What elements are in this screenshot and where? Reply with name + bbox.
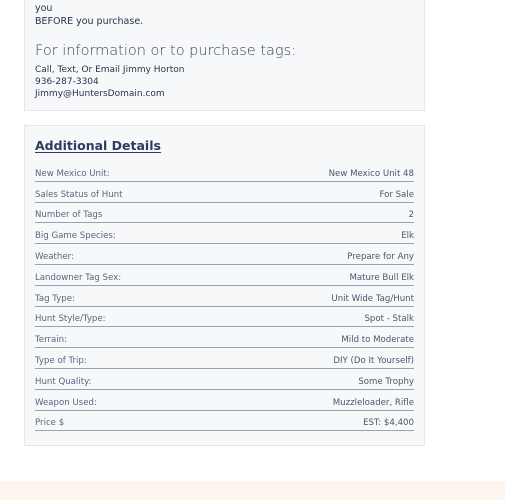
additional-details-card [24,125,425,446]
purchase-info-card [24,0,425,111]
detail-row [35,411,414,432]
contact-email[interactable]: Jimmy@HuntersDomain.com [35,89,165,99]
detail-label: Weather: [35,251,74,262]
detail-label: Type of Trip: [35,355,87,366]
footer-band [0,481,505,500]
detail-value: Unit Wide Tag/Hunt [331,293,414,304]
detail-label: Tag Type: [35,293,75,304]
detail-label: Terrain: [35,335,67,346]
detail-value: New Mexico Unit 48 [328,168,414,179]
detail-label: Landowner Tag Sex: [35,272,122,283]
intro-text [35,0,414,28]
detail-label: Weapon Used: [35,397,97,408]
detail-label: Number of Tags [35,210,103,221]
detail-row [35,390,414,411]
detail-row [35,161,414,182]
detail-label: Hunt Quality: [35,376,92,387]
detail-row [35,348,414,369]
detail-row [35,327,414,348]
detail-value: Mature Bull Elk [349,272,414,283]
detail-value: Prepare for Any [347,251,414,262]
details-list [35,161,414,431]
detail-label: Sales Status of Hunt [35,189,123,200]
intro-line-1: you [35,3,53,14]
detail-value: Muzzleloader, Rifle [332,397,414,408]
detail-value: Spot - Stalk [364,314,414,325]
contact-phone[interactable]: 936-287-3304 [35,77,99,87]
detail-row [35,286,414,307]
purchase-heading: For information or to purchase tags: [35,43,297,59]
detail-label: Big Game Species: [35,231,116,242]
detail-value: Elk [401,231,414,242]
detail-row [35,203,414,224]
detail-value: For Sale [379,189,414,200]
intro-line-2: BEFORE you purchase. [35,16,144,27]
detail-row [35,182,414,203]
detail-row [35,307,414,328]
detail-value: 2 [408,210,414,221]
detail-label: New Mexico Unit: [35,168,110,179]
detail-row [35,265,414,286]
detail-value: DIY (Do It Yourself) [333,355,414,366]
detail-row [35,244,414,265]
detail-value: Mild to Moderate [341,335,414,346]
contact-name-line: Call, Text, Or Email Jimmy Horton [35,65,185,75]
detail-row [35,369,414,390]
detail-label: Price $ [35,418,65,429]
detail-value: Some Trophy [358,376,414,387]
detail-value: EST: $4,400 [363,418,414,429]
additional-details-title: Additional Details [35,138,161,153]
detail-label: Hunt Style/Type: [35,314,106,325]
detail-row [35,223,414,244]
